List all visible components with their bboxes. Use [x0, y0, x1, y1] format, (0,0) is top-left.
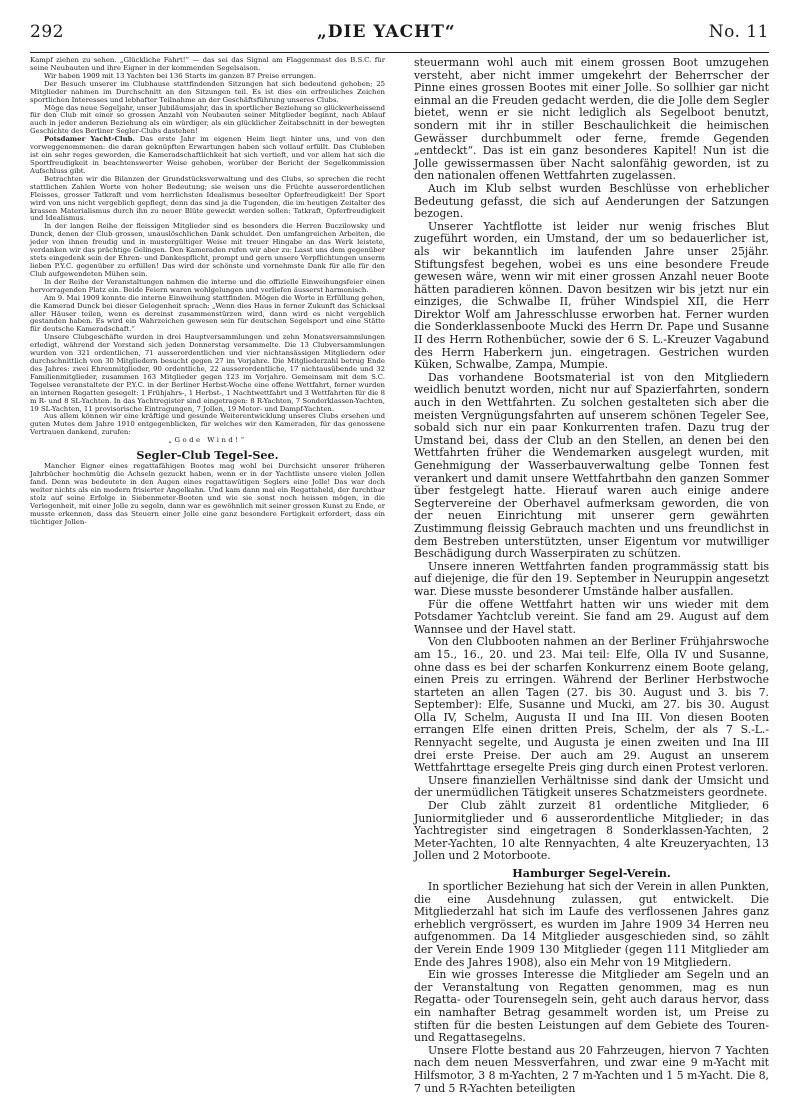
paragraph: Aus allem können wir eine kräftige und gesunde Weiterentwicklung unseres Clubs ersehen und guten Mutes dem Jahre 1910 entgegenblicken, für welches wir den Kameraden, für das genossene Vertrauen dankend, zurufen:	[30, 412, 385, 437]
paragraph: Unserer Yachtflotte ist leider nur wenig frisches Blut zugeführt worden, ein Umstand, der um so bedauerlicher ist, als wir bekanntlich im laufenden Jahre unser 25jähr. Stiftungsfest begehen, wobei es uns eine besondere Freude gewesen wäre, wenn wir mit einer grossen Anzahl neuer Boote hätten paradieren können. Davon besitzen wir bis jetzt nur ein einziges, die Schwalbe II, früher Windspiel XII, die Herr Direktor Wolf am Jahresschlusse erworben hat. Ferner wurden die Sonderklassenboote Mucki des Herrn Dr. Pape und Susanne II des Herrn Rothenbücher, sowie der 6 S. L.-Kreuzer Vagabund des Herrn Haberkern jun. eingetragen. Gestrichen wurden Küken, Schwalbe, Zampa, Mumpie.	[414, 219, 769, 372]
paragraph: Auch im Klub selbst wurden Beschlüsse von erheblicher Bedeutung gefasst, die sich auf Aenderungen der Satzungen bezogen.	[414, 181, 769, 221]
paragraph: Am 9. Mai 1909 konnte die interne Einweihung stattfinden. Mögen die Worte in Erfüllung gehen, die Kamerad Dunck bei dieser Gelegenheit sprach: „Wenn dies Haus in ferner Zukunft das Schicksal aller Häuser teilen, wenn es dereinst zusammenstürzen wird, dann wird es nicht vergeblich gestanden haben. Es wird ein Wahrzeichen gewesen sein für deutschen Segelsport und eine Stätte für deutsche Kameradschaft.“	[30, 293, 385, 334]
paragraph: Unsere finanziellen Verhältnisse sind dank der Umsicht und der unermüdlichen Tätigkeit unseres Schatzmeisters geordnete.	[414, 773, 769, 800]
paragraph: Unsere Clubgeschäfte wurden in drei Hauptversammlungen und zehn Monatsversammlungen erledigt, während der Vorstand sich jeden Donnerstag versammelte. Die 13 Clubversammlungen wurden von 321 ordentlichen, 71 ausserordentlichen und vier nichtansässigen Mitgliedern oder durchschnittlich von 30 Mitgliedern besucht gegen 27 im Vorjahre. Die Mitgliederzahl betrug Ende des Jahres: zwei Ehrenmitglieder, 90 ordentliche, 22 ausserordentliche, 17 nichtausübende und 32 Familienmitglieder, zusammen 163 Mitglieder gegen 123 im Vorjahre. Gemeinsam mit dem S.C. Tegelsee veranstaltete der P.Y.C. in der Berliner Herbst-Woche eine offene Wettfahrt, ferner wurden an internen Regatten gesegelt: 1 Frühjahrs-, 1 Herbst-, 1 Nachtwettfahrt und 3 Wettfahrten für die 8 m R- und 8 SL-Yachten. In das Yachtregister sind eingetragen: 8 R-Yachten, 7 Sonderklassen-Yachten, 19 SL-Yachten, 11 provisorische Eintragungen, 7 Jollen, 19 Motor- und Dampf-Yachten.	[30, 333, 385, 413]
paragraph: Ein wie grosses Interesse die Mitglieder am Segeln und an der Veranstaltung von Regatten genommen, mag es nun Regatta- oder Tourensegeln sein, geht auch daraus hervor, dass ein namhafter Betrag gesammelt worden ist, um Preise zu stiften für die besten Leistungen auf dem Gebiete des Touren- und Regattasegelns.	[414, 968, 769, 1045]
page-number: 292	[30, 22, 64, 42]
section-heading: Potsdamer Yacht-Club.	[44, 135, 135, 144]
paragraph: Der Besuch unserer im Clubhause stattfindenden Sitzungen hat sich bedeutend gehoben; 25 Mitglieder nahmen im Durchschnitt an den Sitzungen teil. Es ist dies ein erfreuliches Zeichen sportlichen Interesses und lebhafter Teilnahme an der Geschäftsführung unseres Clubs.	[30, 79, 385, 104]
paragraph: In sportlicher Beziehung hat sich der Verein in allen Punkten, die eine Ausdehnung zulassen, gut entwickelt. Die Mitgliederzahl hat sich im Laufe des verflossenen Jahres ganz erheblich vergrössert, es wurden im Jahre 1909 34 Herren neu aufgenommen. Da 14 Mitglieder ausgeschieden sind, so zählt der Verein Ende 1909 130 Mitglieder (gegen 111 Mitglieder am Ende des Jahres 1908), also ein Mehr von 19 Mitgliedern.	[414, 880, 769, 969]
issue-number: No. 11	[708, 22, 769, 42]
paragraph-text: Das erste Jahr im eigenen Heim liegt hinter uns, und von den vorweggenommenen: die daran geknüpften Erwartungen haben sich vollauf erfüllt. Das Clubleben ist ein sehr reges geworden, die Kameradschaftlichkeit hat sich vertieft, und vor allem hat sich die Sportfreudigkeit in beachtenswerter Weise gehoben, worüber der Bericht der Segelkommission Aufschluss gibt.	[30, 135, 385, 175]
paragraph: Das vorhandene Bootsmaterial ist von den Mitgliedern weidlich benutzt worden, nicht nur auf Spazierfahrten, sondern auch in den Wettfahrten. Zu solchen gestalteten sich aber die meisten Vergnügungsfahrten auf unserem schönen Tegeler See, sobald sich nur ein paar Konkurrenten trafen. Dazu trug der Umstand bei, dass der Club an den Stellen, an denen bei den Wettfahrten früher die Wendemarken ausgelegt wurden, mit Genehmigung der Wasserbauverwaltung gelbe Tonnen fest verankert und damit unsere Wettfahrtbahn den ganzen Sommer über festgelegt hatte. Hierauf waren auch einige andere Segtervereine der Oberhavel aufmerksam geworden, die von der neuen Einrichtung mit unserer gern gewährten Zustimmung fleissig Gebrauch machten und uns freundlichst in dem Bestreben unterstützten, unser Eigentum vor mutwilliger Beschädigung durch Wasserpiraten zu schützen.	[414, 370, 769, 561]
paragraph: Der Club zählt zurzeit 81 ordentliche Mitglieder, 6 Juniormitglieder und 6 ausserordentliche Mitglieder; in das Yachtregister sind eingetragen 8 Sonderklassen-Yachten, 2 Meter-Yachten, 10 alte Rennyachten, 4 alte Kreuzeryachten, 13 Jollen und 2 Motorboote.	[414, 799, 769, 863]
paragraph: Von den Clubbooten nahmen an der Berliner Frühjahrswoche am 15., 16., 20. und 23. Mai teil: Elfe, Olla IV und Susanne, ohne dass es bei der scharfen Konkurrenz einem Boote gelang, einen Preis zu erringen. Während der Berliner Herbstwoche starteten an allen Tagen (27. bis 30. August und 3. bis 7. September): Elfe, Susanne und Mucki, am 27. bis 30. August Olla IV, Schelm, Augusta II und Ina III. Von diesen Booten errangen Elfe einen dritten Preis, Schelm, der als 7 S.-L.-Rennyacht segelte, und Augusta je einen zweiten und Ina III drei erste Preise. Der auch am 29. August an unserem Wettfahrttage ersegelte Preis ging durch einen Protest verloren.	[414, 635, 769, 775]
paragraph: Kampf ziehen zu sehen. „Glückliche Fahrt!“ — das sei das Signal am Flaggenmast des B.S.C. für seine Neubauten und ihre Eigner in der kommenden Segelsaison.	[30, 56, 385, 72]
paragraph: steuermann wohl auch mit einem grossen Boot umzugehen versteht, aber nicht immer umgekehrt der Beherrscher der Pinne eines grossen Bootes mit einer Jolle. So sollhier gar nicht einmal an die Freuden gedacht werden, die die Jolle dem Segler bietet, wenn er sie nicht lediglich als Segelboot benutzt, sondern mit ihr in stiller Beschaulichkeit die heimischen Gewässer durchbummelt oder ferne, fremde Gegenden „entdeckt“. Das ist ein ganz besonderes Kapitel! Nun ist die Jolle gewissermassen über Nacht salonfähig geworden, ist zu den nationalen offenen Wettfahrten zugelassen.	[414, 56, 769, 183]
section-heading: Segler-Club Tegel-See.	[136, 448, 279, 463]
paragraph: Unsere inneren Wettfahrten fanden programmässig statt bis auf diejenige, die für den 19. September in Neuruppin angesetzt war. Diese musste besonderer Umstände halber ausfallen.	[414, 559, 769, 598]
header-rule	[30, 52, 769, 53]
paragraph: Mancher Eigner eines regattafähigen Bootes mag wohl bei Durchsicht unserer früheren Jahrbücher hochmütig die Achseln gezuckt haben, wenn er in der Yachtliste unsere vielen Jollen fand. Denn was bedeutete in den Augen eines regattawütigen Seglers eine Jolle! Das war doch weiter nichts als ein modern frisierter Angelkahn. Und kam dann mal ein Regattaheld, der furchtbar stolz auf seine Erfolge in Siebenmeter-Booten und wie sie sonst noch heissen mögen, in die Verlegenheit, mit einer Jolle zu segeln, dann war es gewöhnlich mit seiner grossen Kunst zu Ende, er musste erkennen, dass das Steuern einer Jolle eine ganz besondere Fertigkeit erfordert, dass ein tüchtiger Jollen-	[30, 462, 385, 526]
paragraph	[30, 136, 385, 176]
text-columns	[30, 57, 769, 1095]
paragraph: Wir haben 1909 mit 13 Yachten bei 136 Starts im ganzen 87 Preise errungen.	[44, 71, 317, 80]
right-column	[414, 57, 769, 1095]
paragraph: Möge das neue Segeljahr, unser Jubiläumsjahr, das in sportlicher Beziehung so glückverheissend für den Club mit einer so grossen Anzahl von Neubauten seiner Mitglieder beginnt, nach Ablauf auch in jeder anderen Beziehung als ein würdiger, als ein glücklicher Zeitabschnitt in der bewegten Geschichte des Berliner Segler-Clubs dastehen!	[30, 103, 385, 136]
closing-salutation: „Gode Wind!“	[168, 436, 247, 445]
journal-title: „DIE YACHT“	[317, 22, 456, 42]
section-heading: Hamburger Segel-Verein.	[512, 866, 671, 880]
paragraph: Unsere Flotte bestand aus 20 Fahrzeugen, hiervon 7 Yachten nach dem neuen Messverfahren, und zwar eine 9 m-Yacht mit Hilfsmotor, 3 8 m-Yachten, 2 7 m-Yachten und 1 5 m-Yacht. Die 8, 7 und 5 R-Yachten beteiligten	[414, 1043, 769, 1095]
left-column	[30, 57, 385, 1095]
page-header	[30, 22, 769, 50]
paragraph: In der Reihe der Veranstaltungen nahmen die interne und die offizielle Einweihungsfeier einen hervorragenden Platz ein. Beide Feiern waren wohlgelungen und verliefen äusserst harmonisch.	[30, 277, 385, 294]
paragraph: Betrachten wir die Bilanzen der Grundstücksverwaltung und des Clubs, so sprechen die recht stattlichen Zahlen Worte von hoher Bedeutung; sie weisen uns die Früchte ausserordentlichen Fleisses, grosser Tatkraft und vom herrlichsten Idealismus beseelter Opferfreudigkeit! Der Sport wird von uns nicht vergeblich gepflegt, denn das sind ja die Tugenden, die im heutigen Zeitalter des krassen Materialismus durch ihn zu neuer Blüte geweckt werden sollen: Tatkraft, Opferfreudigkeit und Idealismus.	[30, 174, 385, 223]
paragraph: Für die offene Wettfahrt hatten wir uns wieder mit dem Potsdamer Yachtclub vereint. Sie fand am 29. August auf dem Wannsee und der Havel statt.	[414, 597, 769, 636]
paragraph: In der langen Reihe der fleissigen Mitglieder sind es besonders die Herren Buczilowsky und Dunck, denen der Club grossen, unauslöschlichen Dank schuldet. Den umfangreichen Arbeiten, die jeder von ihnen freudig und in mustergültiger Weise mit treuer Hingabe an das Werk leistete, verdanken wir das prächtige Gelingen. Den Kameraden rufen wir aber zu: Lasst uns dem gegenüber stets eingedenk sein der Ehren- und Dankespflicht, prompt und gern unsere Verpflichtungen unserm lieben P.Y.C. gegenüber zu erfüllen! Das wird der schönste und vornehmste Dank für alle für den Club aufgewendeten Mühen sein.	[30, 222, 385, 278]
